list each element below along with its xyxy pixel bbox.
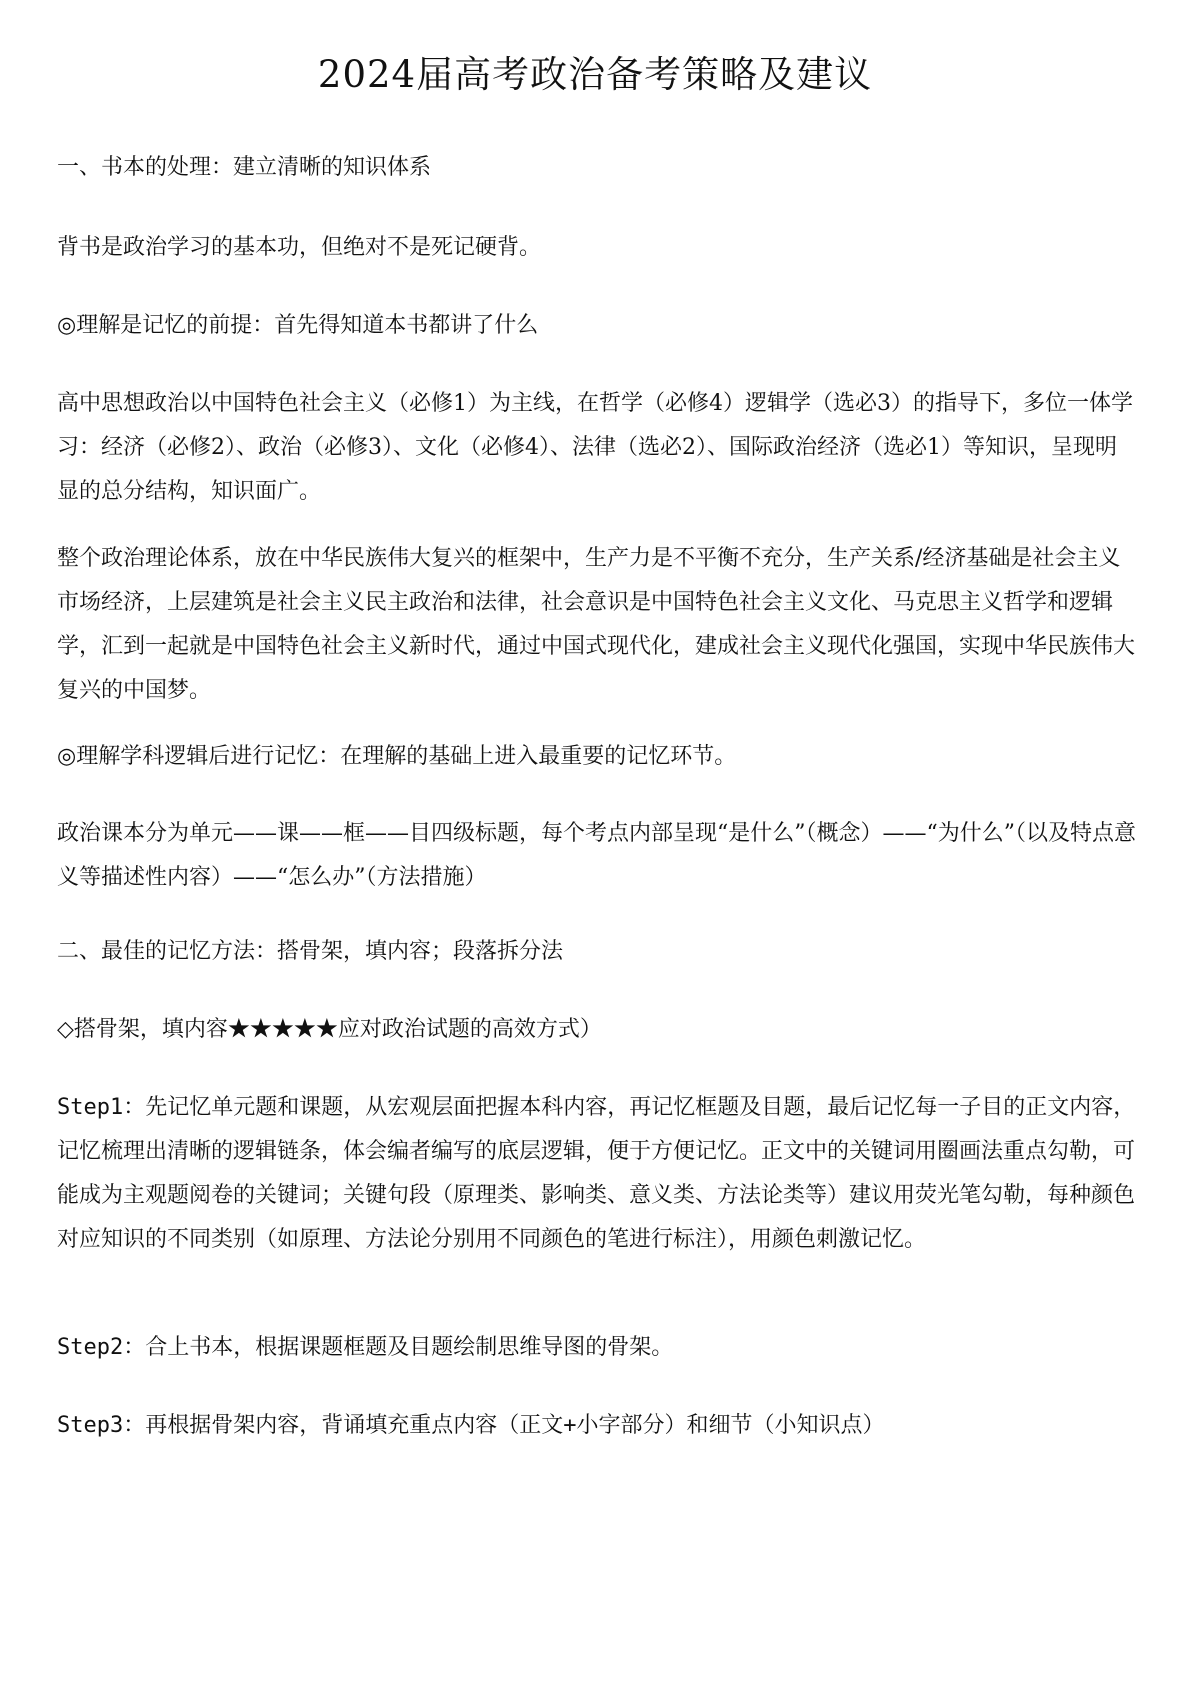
subheading-understanding: ◎理解是记忆的前提：首先得知道本书都讲了什么 bbox=[57, 313, 539, 338]
paragraph: 高中思想政治以中国特色社会主义（必修1）为主线，在哲学（必修4）逻辑学（选必3）的指导下，多位一体学习：经济（必修2）、政治（必修3）、文化（必修4）、法律（选必2）、国际政治经济（选必1）等知识，呈现明显的总分结构，知识面广。 bbox=[57, 391, 1133, 504]
document-title: 2024届高考政治备考策略及建议 bbox=[317, 53, 873, 96]
paragraph: 整个政治理论体系，放在中华民族伟大复兴的框架中，生产力是不平衡不充分，生产关系/经济基础是社会主义市场经济，上层建筑是社会主义民主政治和法律，社会意识是中国特色社会主义文化、马克思主义哲学和逻辑学，汇到一起就是中国特色社会主义新时代，通过中国式现代化，建成社会主义现代化强国，实现中华民族伟大复兴的中国梦。 bbox=[57, 546, 1136, 703]
step-1: Step1：先记忆单元题和课题，从宏观层面把握本科内容，再记忆框题及目题，最后记忆每一子目的正文内容，记忆梳理出清晰的逻辑链条，体会编者编写的底层逻辑，便于方便记忆。正文中的关键词用圈画法重点勾勒，可能成为主观题阅卷的关键词；关键句段（原理类、影响类、意义类、方法论类等）建议用荧光笔勾勒，每种颜色对应知识的不同类别（如原理、方法论分别用不同颜色的笔进行标注），用颜色刺激记忆。 bbox=[57, 1095, 1136, 1252]
paragraph: 政治课本分为单元——课——框——目四级标题，每个考点内部呈现“是什么”（概念）——“为什么”（以及特点意义等描述性内容）——“怎么办”（方法措施） bbox=[57, 821, 1136, 890]
subheading-logic: ◎理解学科逻辑后进行记忆：在理解的基础上进入最重要的记忆环节。 bbox=[57, 744, 737, 769]
section-heading-1: 一、书本的处理：建立清晰的知识体系 bbox=[57, 155, 432, 180]
step-3: Step3：再根据骨架内容，背诵填充重点内容（正文+小字部分）和细节（小知识点） bbox=[57, 1413, 885, 1438]
paragraph: 背书是政治学习的基本功，但绝对不是死记硬背。 bbox=[57, 235, 542, 260]
subheading-skeleton: ◇搭骨架，填内容★★★★★应对政治试题的高效方式） bbox=[57, 1017, 602, 1042]
section-heading-2: 二、最佳的记忆方法：搭骨架，填内容；段落拆分法 bbox=[57, 939, 564, 964]
step-2: Step2：合上书本，根据课题框题及目题绘制思维导图的骨架。 bbox=[57, 1335, 674, 1360]
